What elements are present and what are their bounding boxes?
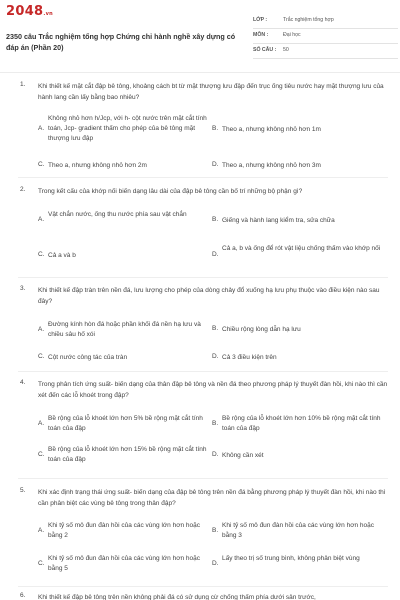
option-text: Cả a, b và ống để rót vật liệu chống thấm vào khớp nối [222,245,381,252]
option-text: Không cần xét [222,452,264,459]
option-letter: D. [212,353,219,360]
meta-row-subject [253,29,398,44]
question-text: Trong phân tích ứng suất- biến dạng của thân đập bê tông và nền đá theo phương pháp lý thuyết đàn hồi, khi nào thì cần xét đến các lỗ khoét trong đập? [38,381,388,399]
meta-key: LỚP : [253,17,268,23]
site-logo[interactable] [6,4,53,19]
logo-suffix-text: .vn [43,11,54,17]
option-text: Khi tỷ số mô đun đàn hồi của các vùng lớn hơn hoặc bằng 5 [48,555,200,572]
meta-key: MÔN : [253,32,269,38]
option-letter: A. [38,326,45,333]
option-text: Bề rộng của lỗ khoét lớn hơn 15% bề rộng mặt cắt tính toán của đập [48,446,207,463]
option-letter: A. [38,527,45,534]
option-text: Bề rộng của lỗ khoét lớn hơn 10% bề rộng mặt cắt tính toán của đập [222,415,381,432]
option-text: Giếng và hành lang kiểm tra, sửa chữa [222,217,335,224]
option-letter: C. [38,451,45,458]
option-letter: D. [212,560,219,567]
question-divider [18,586,388,587]
question-number: 2. [20,186,26,193]
question-divider [18,371,388,372]
option-letter: B. [212,527,219,534]
option-letter: C. [38,251,45,258]
meta-row-class [253,14,398,29]
question-text: Trong kết cấu của khớp nối biến dạng lâu dài của đập bê tông cần bố trí những bộ phận gì? [38,188,303,195]
question-divider [18,277,388,278]
option-letter: D. [212,451,219,458]
option-text: Vật chắn nước, ống thu nước phía sau vật chắn [48,211,187,218]
option-letter: B. [212,420,219,427]
question-number: 6. [20,592,26,599]
option-letter: C. [38,353,45,360]
header-divider [0,72,400,73]
option-letter: A. [38,216,45,223]
question-divider [18,478,388,479]
question-text: Khi thiết kế mặt cắt đập bê tông, khoảng cách bt từ mặt thượng lưu đập đến trục ống tiêu nước hay mặt thượng lưu của hành lang cần lấy bằng bao nhiêu? [38,83,384,101]
option-text: Lấy theo trị số trung bình, không phân biệt vùng [222,555,360,562]
option-text: Cả 3 điều kiện trên [222,354,277,361]
question-number: 5. [20,487,26,494]
option-letter: C. [38,161,45,168]
option-text: Khi tỷ số mô đun đàn hồi của các vùng lớn hơn hoặc bằng 3 [222,522,374,539]
meta-value: 50 [283,47,289,53]
option-letter: B. [212,216,219,223]
option-text: Theo a, nhưng không nhỏ hơn 1m [222,126,321,133]
question-text: Khi thiết kế đập tràn trên nền đá, lưu lượng cho phép của dòng chảy đổ xuống hạ lưu phụ thuộc vào điều kiện nào sau đây? [38,287,380,305]
option-text: Theo a, nhưng không nhỏ hơn 3m [222,162,321,169]
option-letter: A. [38,420,45,427]
question-number: 4. [20,379,26,386]
document-header [0,0,400,70]
option-text: Theo a, nhưng không nhỏ hơn 2m [48,162,147,169]
question-divider [18,177,388,178]
document-title: 2350 câu Trắc nghiệm tổng hợp Chứng chỉ hành nghề xây dựng có đáp án (Phần 20) [6,32,236,52]
question-text: Khi xác định trạng thái ứng suất- biến dạng của đập bê tông trên nền đá bằng phương pháp lý thuyết đàn hồi, khi nào thì cần phân biệt các vùng bê tông trong thân đập? [38,489,386,507]
option-letter: B. [212,125,219,132]
option-letter: A. [38,125,45,132]
option-text: Không nhỏ hơn h/Jcp, với h- cột nước trên mặt cắt tính toán, Jcp- gradient thấm cho phép của bê tông mặt thượng lưu đập [48,115,207,142]
option-letter: D. [212,161,219,168]
question-number: 1. [20,81,26,88]
meta-row-count [253,44,398,59]
option-text: Khi tỷ số mô đun đàn hồi của các vùng lớn hơn hoặc bằng 2 [48,522,200,539]
meta-value: Đại học [283,32,301,38]
option-letter: D. [212,251,219,258]
option-letter: C. [38,560,45,567]
meta-key: SỐ CÂU : [253,47,277,53]
option-text: Chiều rộng lòng dẫn hạ lưu [222,326,301,333]
meta-table [253,14,398,59]
option-text: Cả a và b [48,252,76,259]
question-number: 3. [20,285,26,292]
question-text: Khi thiết kế đập bê tông trên nền không phải đá có sử dụng cừ chống thấm phía dưới sân trước, [38,594,316,600]
option-text: Bề rộng của lỗ khoét lớn hơn 5% bề rộng mặt cắt tính toán của đập [48,415,203,432]
option-text: Đường kính hòn đá hoặc phần khối đá nền hạ lưu và chiều sâu hố xói [48,321,201,338]
meta-value: Trắc nghiệm tổng hợp [283,17,334,23]
option-letter: B. [212,325,219,332]
option-text: Cột nước công tác của tràn [48,354,128,361]
logo-main-text: 2048 [6,4,44,19]
